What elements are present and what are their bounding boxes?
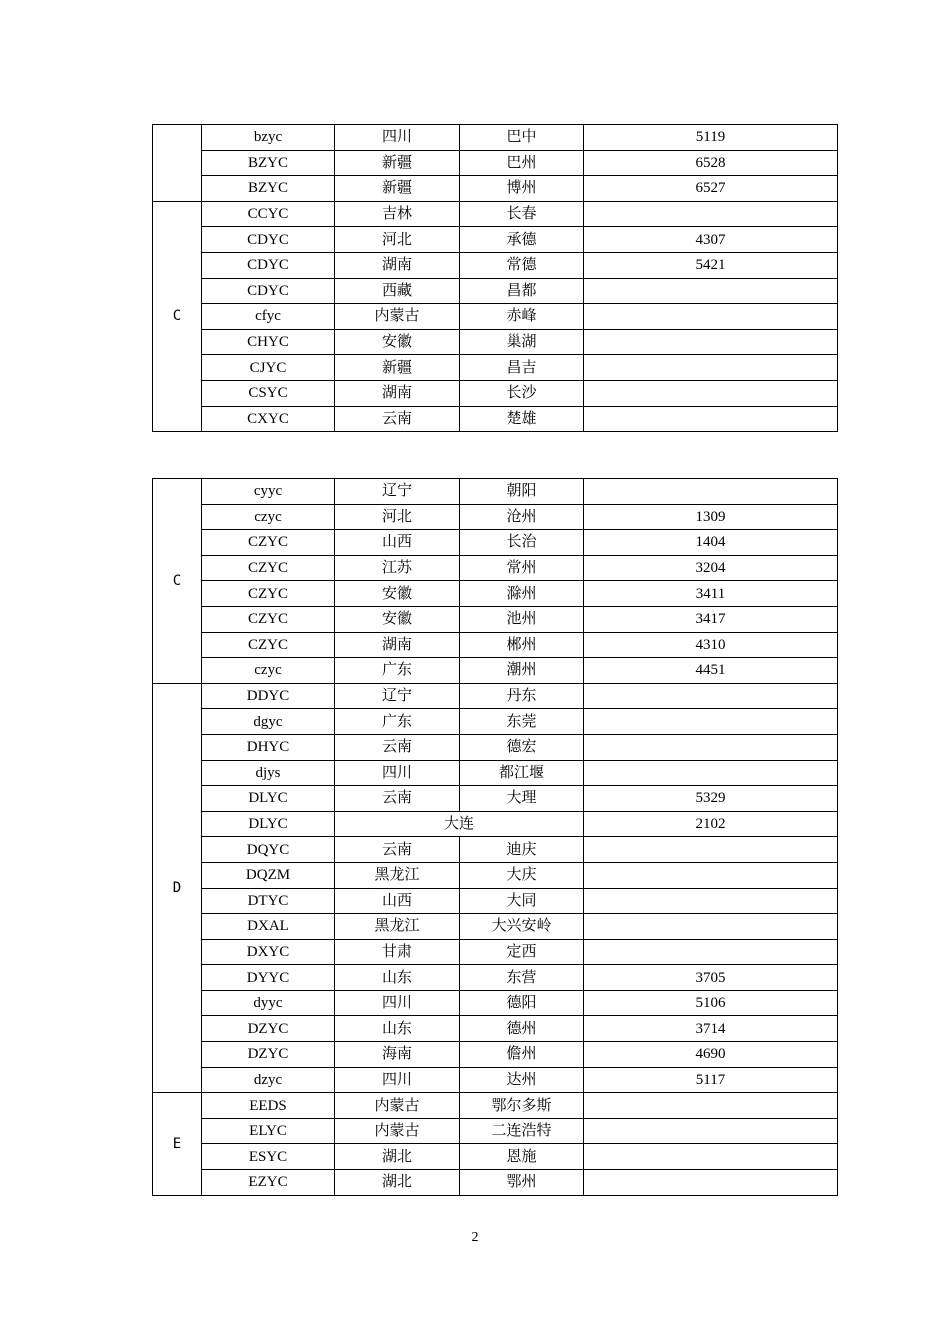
- code-cell: DLYC: [202, 811, 335, 837]
- city-cell: 大兴安岭: [460, 914, 584, 940]
- number-cell: [584, 1144, 838, 1170]
- province-cell: 吉林: [335, 201, 460, 227]
- table-row: [153, 176, 838, 202]
- number-cell: [584, 862, 838, 888]
- city-cell: 德宏: [460, 734, 584, 760]
- table-row: [153, 530, 838, 556]
- code-cell: ESYC: [202, 1144, 335, 1170]
- city-code-table-2: [152, 478, 838, 1196]
- table-row: [153, 304, 838, 330]
- number-cell: [584, 709, 838, 735]
- province-cell: 内蒙古: [335, 304, 460, 330]
- city-cell: 都江堰: [460, 760, 584, 786]
- code-cell: DZYC: [202, 1042, 335, 1068]
- table-row: [153, 939, 838, 965]
- code-cell: CZYC: [202, 581, 335, 607]
- city-cell: 潮州: [460, 658, 584, 684]
- city-cell: 沧州: [460, 504, 584, 530]
- code-cell: EEDS: [202, 1093, 335, 1119]
- city-cell: 滁州: [460, 581, 584, 607]
- table-row: [153, 632, 838, 658]
- code-cell: BZYC: [202, 176, 335, 202]
- province-cell: 海南: [335, 1042, 460, 1068]
- table-row: [153, 811, 838, 837]
- city-cell: 承德: [460, 227, 584, 253]
- code-cell: DQZM: [202, 862, 335, 888]
- table-row: [153, 1067, 838, 1093]
- city-cell: 达州: [460, 1067, 584, 1093]
- code-cell: CDYC: [202, 278, 335, 304]
- number-cell: [584, 734, 838, 760]
- table-row: [153, 888, 838, 914]
- number-cell: [584, 1118, 838, 1144]
- table-row: [153, 555, 838, 581]
- number-cell: [584, 278, 838, 304]
- province-cell: 河北: [335, 227, 460, 253]
- number-cell: 1404: [584, 530, 838, 556]
- province-cell: 甘肃: [335, 939, 460, 965]
- city-cell: 东莞: [460, 709, 584, 735]
- table-row: [153, 278, 838, 304]
- province-cell: 湖北: [335, 1170, 460, 1196]
- table-row: [153, 355, 838, 381]
- city-cell: 巴州: [460, 150, 584, 176]
- number-cell: [584, 760, 838, 786]
- city-cell: 常州: [460, 555, 584, 581]
- number-cell: 5119: [584, 125, 838, 151]
- table-row: [153, 581, 838, 607]
- province-cell: 山西: [335, 888, 460, 914]
- code-cell: DLYC: [202, 786, 335, 812]
- code-cell: CHYC: [202, 329, 335, 355]
- table-row: [153, 837, 838, 863]
- number-cell: 3705: [584, 965, 838, 991]
- number-cell: 5329: [584, 786, 838, 812]
- province-cell: 新疆: [335, 355, 460, 381]
- province-cell: 新疆: [335, 176, 460, 202]
- province-cell: 云南: [335, 837, 460, 863]
- table-row: [153, 683, 838, 709]
- city-cell: 巴中: [460, 125, 584, 151]
- province-cell: 云南: [335, 734, 460, 760]
- code-cell: CDYC: [202, 227, 335, 253]
- province-cell: 黑龙江: [335, 862, 460, 888]
- number-cell: [584, 914, 838, 940]
- number-cell: 5117: [584, 1067, 838, 1093]
- table-row: [153, 125, 838, 151]
- number-cell: 6528: [584, 150, 838, 176]
- group-letter-cell: D: [153, 683, 202, 1093]
- number-cell: [584, 479, 838, 505]
- table-row: [153, 709, 838, 735]
- table-row: [153, 380, 838, 406]
- code-cell: CSYC: [202, 380, 335, 406]
- number-cell: 4307: [584, 227, 838, 253]
- number-cell: 5106: [584, 990, 838, 1016]
- table-row: [153, 734, 838, 760]
- province-cell: 新疆: [335, 150, 460, 176]
- province-cell: 安徽: [335, 606, 460, 632]
- table-row: [153, 760, 838, 786]
- province-cell: 辽宁: [335, 683, 460, 709]
- city-cell: 长治: [460, 530, 584, 556]
- number-cell: [584, 380, 838, 406]
- province-cell: 湖北: [335, 1144, 460, 1170]
- code-cell: dgyc: [202, 709, 335, 735]
- province-cell: 江苏: [335, 555, 460, 581]
- number-cell: 5421: [584, 252, 838, 278]
- table-row: [153, 1042, 838, 1068]
- code-cell: DQYC: [202, 837, 335, 863]
- number-cell: [584, 888, 838, 914]
- city-cell: 池州: [460, 606, 584, 632]
- city-cell: 迪庆: [460, 837, 584, 863]
- code-cell: CCYC: [202, 201, 335, 227]
- code-cell: djys: [202, 760, 335, 786]
- code-cell: CJYC: [202, 355, 335, 381]
- code-cell: DTYC: [202, 888, 335, 914]
- table-row: [153, 606, 838, 632]
- code-cell: EZYC: [202, 1170, 335, 1196]
- table-row: [153, 406, 838, 432]
- number-cell: 3204: [584, 555, 838, 581]
- number-cell: 4310: [584, 632, 838, 658]
- table-row: [153, 227, 838, 253]
- code-cell: cfyc: [202, 304, 335, 330]
- city-cell: 鄂州: [460, 1170, 584, 1196]
- table-row: [153, 150, 838, 176]
- code-cell: bzyc: [202, 125, 335, 151]
- province-cell: 内蒙古: [335, 1118, 460, 1144]
- city-cell: 大同: [460, 888, 584, 914]
- province-cell: 内蒙古: [335, 1093, 460, 1119]
- table-row: [153, 1118, 838, 1144]
- number-cell: 3714: [584, 1016, 838, 1042]
- code-cell: CZYC: [202, 555, 335, 581]
- table-row: [153, 1016, 838, 1042]
- number-cell: [584, 304, 838, 330]
- number-cell: [584, 1093, 838, 1119]
- province-cell: 黑龙江: [335, 914, 460, 940]
- number-cell: [584, 406, 838, 432]
- table-row: [153, 658, 838, 684]
- province-cell: 广东: [335, 658, 460, 684]
- province-cell: 四川: [335, 1067, 460, 1093]
- number-cell: 2102: [584, 811, 838, 837]
- province-cell: 安徽: [335, 329, 460, 355]
- number-cell: 6527: [584, 176, 838, 202]
- city-cell: 昌吉: [460, 355, 584, 381]
- table-row: [153, 252, 838, 278]
- number-cell: 4451: [584, 658, 838, 684]
- code-cell: DYYC: [202, 965, 335, 991]
- table-row: [153, 786, 838, 812]
- province-cell: 云南: [335, 406, 460, 432]
- province-cell: 四川: [335, 990, 460, 1016]
- code-cell: DZYC: [202, 1016, 335, 1042]
- code-cell: DXYC: [202, 939, 335, 965]
- table-row: [153, 1093, 838, 1119]
- number-cell: [584, 201, 838, 227]
- page-number: 2: [471, 1230, 479, 1245]
- code-cell: CZYC: [202, 530, 335, 556]
- city-cell: 长春: [460, 201, 584, 227]
- number-cell: [584, 683, 838, 709]
- code-cell: CDYC: [202, 252, 335, 278]
- number-cell: [584, 837, 838, 863]
- city-cell: 巢湖: [460, 329, 584, 355]
- province-cell: 辽宁: [335, 479, 460, 505]
- code-cell: ELYC: [202, 1118, 335, 1144]
- number-cell: [584, 1170, 838, 1196]
- city-cell: 大庆: [460, 862, 584, 888]
- code-cell: czyc: [202, 504, 335, 530]
- city-cell: 赤峰: [460, 304, 584, 330]
- city-cell: 郴州: [460, 632, 584, 658]
- code-cell: dyyc: [202, 990, 335, 1016]
- table-row: [153, 914, 838, 940]
- province-cell: 四川: [335, 125, 460, 151]
- province-cell: 西藏: [335, 278, 460, 304]
- province-cell: 湖南: [335, 380, 460, 406]
- city-cell: 朝阳: [460, 479, 584, 505]
- city-code-table-1: [152, 124, 838, 432]
- table-row: [153, 965, 838, 991]
- code-cell: czyc: [202, 658, 335, 684]
- number-cell: 3417: [584, 606, 838, 632]
- province-cell: 四川: [335, 760, 460, 786]
- table-row: [153, 1144, 838, 1170]
- code-cell: CZYC: [202, 632, 335, 658]
- city-cell: 昌都: [460, 278, 584, 304]
- province-cell: 山东: [335, 965, 460, 991]
- city-cell: 大理: [460, 786, 584, 812]
- province-cell: 大连: [335, 811, 584, 837]
- table-row: [153, 201, 838, 227]
- number-cell: [584, 939, 838, 965]
- code-cell: DXAL: [202, 914, 335, 940]
- city-cell: 德州: [460, 1016, 584, 1042]
- city-cell: 东营: [460, 965, 584, 991]
- table-row: [153, 479, 838, 505]
- table-row: [153, 990, 838, 1016]
- group-letter-cell: C: [153, 479, 202, 684]
- city-cell: 定西: [460, 939, 584, 965]
- code-cell: dzyc: [202, 1067, 335, 1093]
- group-letter-cell: C: [153, 201, 202, 431]
- province-cell: 湖南: [335, 632, 460, 658]
- number-cell: [584, 329, 838, 355]
- table-row: [153, 1170, 838, 1196]
- code-cell: BZYC: [202, 150, 335, 176]
- code-cell: CZYC: [202, 606, 335, 632]
- city-cell: 博州: [460, 176, 584, 202]
- city-cell: 二连浩特: [460, 1118, 584, 1144]
- city-cell: 鄂尔多斯: [460, 1093, 584, 1119]
- number-cell: 4690: [584, 1042, 838, 1068]
- province-cell: 山东: [335, 1016, 460, 1042]
- province-cell: 湖南: [335, 252, 460, 278]
- province-cell: 广东: [335, 709, 460, 735]
- number-cell: 3411: [584, 581, 838, 607]
- province-cell: 安徽: [335, 581, 460, 607]
- city-cell: 长沙: [460, 380, 584, 406]
- code-cell: DDYC: [202, 683, 335, 709]
- city-cell: 儋州: [460, 1042, 584, 1068]
- code-cell: cyyc: [202, 479, 335, 505]
- number-cell: 1309: [584, 504, 838, 530]
- province-cell: 山西: [335, 530, 460, 556]
- province-cell: 河北: [335, 504, 460, 530]
- city-cell: 德阳: [460, 990, 584, 1016]
- group-letter-cell: E: [153, 1093, 202, 1195]
- table-row: [153, 862, 838, 888]
- code-cell: CXYC: [202, 406, 335, 432]
- number-cell: [584, 355, 838, 381]
- city-cell: 丹东: [460, 683, 584, 709]
- table-row: [153, 329, 838, 355]
- province-cell: 云南: [335, 786, 460, 812]
- table-row: [153, 504, 838, 530]
- city-cell: 恩施: [460, 1144, 584, 1170]
- group-letter-cell: [153, 125, 202, 202]
- city-cell: 常德: [460, 252, 584, 278]
- code-cell: DHYC: [202, 734, 335, 760]
- city-cell: 楚雄: [460, 406, 584, 432]
